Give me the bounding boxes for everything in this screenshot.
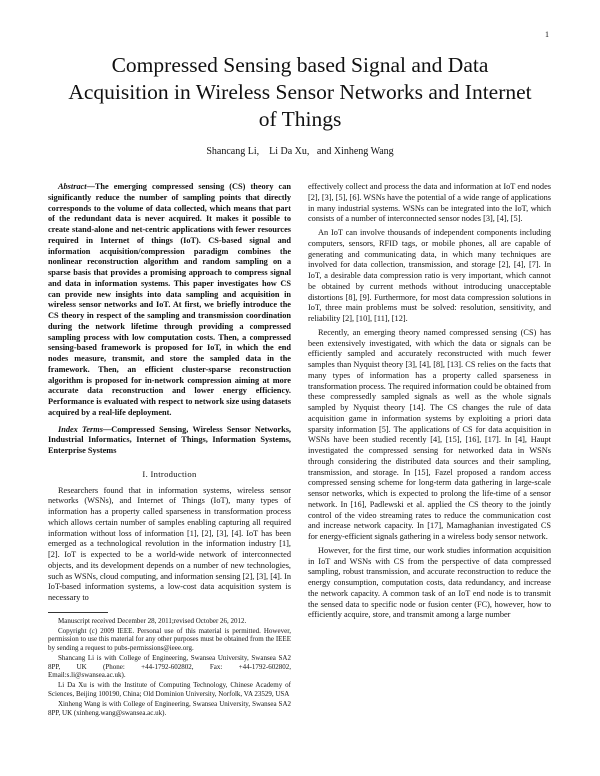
- page-number: 1: [545, 30, 549, 39]
- paper-title: Compressed Sensing based Signal and Data Acquisition in Wireless Sensor Networks and Internet of Things: [68, 53, 532, 131]
- abstract-text: The emerging compressed sensing (CS) theory can significantly reduce the number of sampling points that directly corresponds to the volume of data collected, which means that part of the redundant data is never acquired. It makes it possible to create stand-alone and net-centric applications with fewer resources required in Internet of things (IoT). CS-based signal and information acquisition/compression paradigm combines the nonlinear reconstruction algorithm and random sampling on a sparse basis that provides a promising approach to compress signal and data in information systems. This paper investigates how CS can provide new insights into data sampling and acquisition in wireless sensor networks and IoT. At first, we briefly introduce the CS theory in respect of the sampling and transmission coordination during the network lifetime through providing a compressed sampling process with low computation costs. Then, a compressed sensing-based framework is proposed for IoT, in which the end nodes measure, transmit, and store the sampled data in the framework. Then, an efficient cluster-sparse reconstruction algorithm is proposed for in-network compression aiming at more accurate data reconstruction and lower energy efficiency. Performance is evaluated with respect to network size using datasets acquired by a real-life deployment.: [48, 182, 291, 417]
- index-terms-text: —Compressed Sensing, Wireless Sensor Networks, Industrial Informatics, Internet of Things, Information Systems, Enterprise Systems: [48, 424, 292, 455]
- abstract-label: Abstract—: [58, 182, 95, 191]
- intro-paragraph: Researchers found that in information systems, wireless sensor networks (WSNs), and Internet of Things (IoT), many types of information has a property called sparseness in transformation process which allows certain number of samples enabling capturing all required information without loss of information [1], [2], [3], [4]. IoT has been emerged as a technological revolution in the information industry [1], [2]. IoT is expected to be a world-wide network of interconnected objects, and its development depends on a number of new technologies, such as WSNs, cloud computing, and information sensing [2], [3], [4]. In IoT-based information systems, a low-cost data acquisition system is necessary to: [48, 485, 291, 602]
- footnote-item: Copyright (c) 2009 IEEE. Personal use of this material is permitted. However, permission to use this material for any other purposes must be obtained from the IEEE by sending a request to pubs-permissions@ieee.org.: [48, 626, 291, 653]
- footnotes: [48, 617, 291, 718]
- body-paragraph: effectively collect and process the data and information at IoT end nodes [2], [3], [5], [6]. WSNs have the potential of a wide range of applications in many industrial systems. WSNs can be integrated into the IoT, which consists of a number of interconnected sensor nodes [3], [4], [5].: [308, 182, 551, 224]
- left-column: [48, 182, 291, 719]
- footnote-divider: [48, 612, 108, 613]
- abstract-paragraph: [48, 182, 291, 419]
- footnote-item: Xinheng Wang is with College of Engineering, Swansea University, Swansea SA2 8PP, UK (xinheng.wang@swansea.ac.uk).: [48, 700, 291, 717]
- body-paragraph: An IoT can involve thousands of independent components including computers, sensors, RFID tags, or mobile phones, all are capable of generating and communicating data, in which many techniques are involved for data collection, transmission, and storage [2], [4], [7]. In IoT, a desirable data compression ratio is very important, which cannot be obtained by current methods without introducing unacceptable distortions [8], [9]. Furthermore, for most data compression solutions in IoT, three main problems must be solved: resolution, sensitivity, and reliability [2], [10], [11], [12].: [308, 228, 551, 323]
- footnote-item: Shancang Li is with College of Engineering, Swansea University, Swansea SA2 8PP, UK (Phone: +44-1792-602802, Fax: +44-1792-602802, Email:s.li@swansea.ac.uk).: [48, 654, 291, 680]
- index-terms-paragraph: [48, 425, 291, 457]
- right-column: [308, 182, 551, 624]
- body-paragraph: However, for the first time, our work studies information acquisition in IoT and WSNs with CS from the perspective of data compressed sampling, robust transmission, and accurate reconstruction to reduce the energy consumption, computation costs, data redundancy, and increase the network capacity. A common task of an IoT end node is to transmit the sensed data to specific node or fusion center (FC), however, how to efficiently acquire, store, and transmit among a large number: [308, 545, 551, 620]
- index-terms-label: Index Terms: [58, 424, 103, 434]
- author-list: Shancang Li, Li Da Xu, and Xinheng Wang: [206, 146, 394, 157]
- footnote-item: Manuscript received December 28, 2011;revised October 26, 2012.: [58, 616, 247, 625]
- body-paragraph: Recently, an emerging theory named compressed sensing (CS) has been extensively investigated, with which the data or signals can be efficiently sampled and accurately reconstructed with much fewer samples than Nyquist theory [3], [4], [8], [13]. CS relies on the facts that many types of information has a property called sparseness in transformation process. The required information could be obtained from these compressedly sampled signals as well as the whole signals sampled by Nyquist theory [14]. The CS changes the rule of data acquisition game in information systems by exploiting a priori data sparsity information [5]. The applications of CS for data acquisition in WSNs have been studied recently [4], [15], [16], [17]. In [4], Haupt investigated the compressed sensing for networked data in WSNs through considering the distributed data sources and their sampling, transmission, and storage. In [15], Fazel proposed a random access compressed sensing scheme for long-term data gathering in large-scale sensor networks, which is expected to prolong the life-time of a sensor network. In [16], Padlewski et al. applied the CS theory to the jointly control of the video streaming rates to reduce the communication cost and increase network capacity. In [17], Mamaghanian investigated CS for energy-efficient signals gathering in a wireless body sensor network.: [308, 327, 551, 541]
- footnote-item: Li Da Xu is with the Institute of Computing Technology, Chinese Academy of Sciences, Beijing 100190, China; Old Dominion University, Norfolk, VA 23529, USA: [48, 681, 291, 698]
- section-heading-introduction: I. Introduction: [142, 468, 197, 479]
